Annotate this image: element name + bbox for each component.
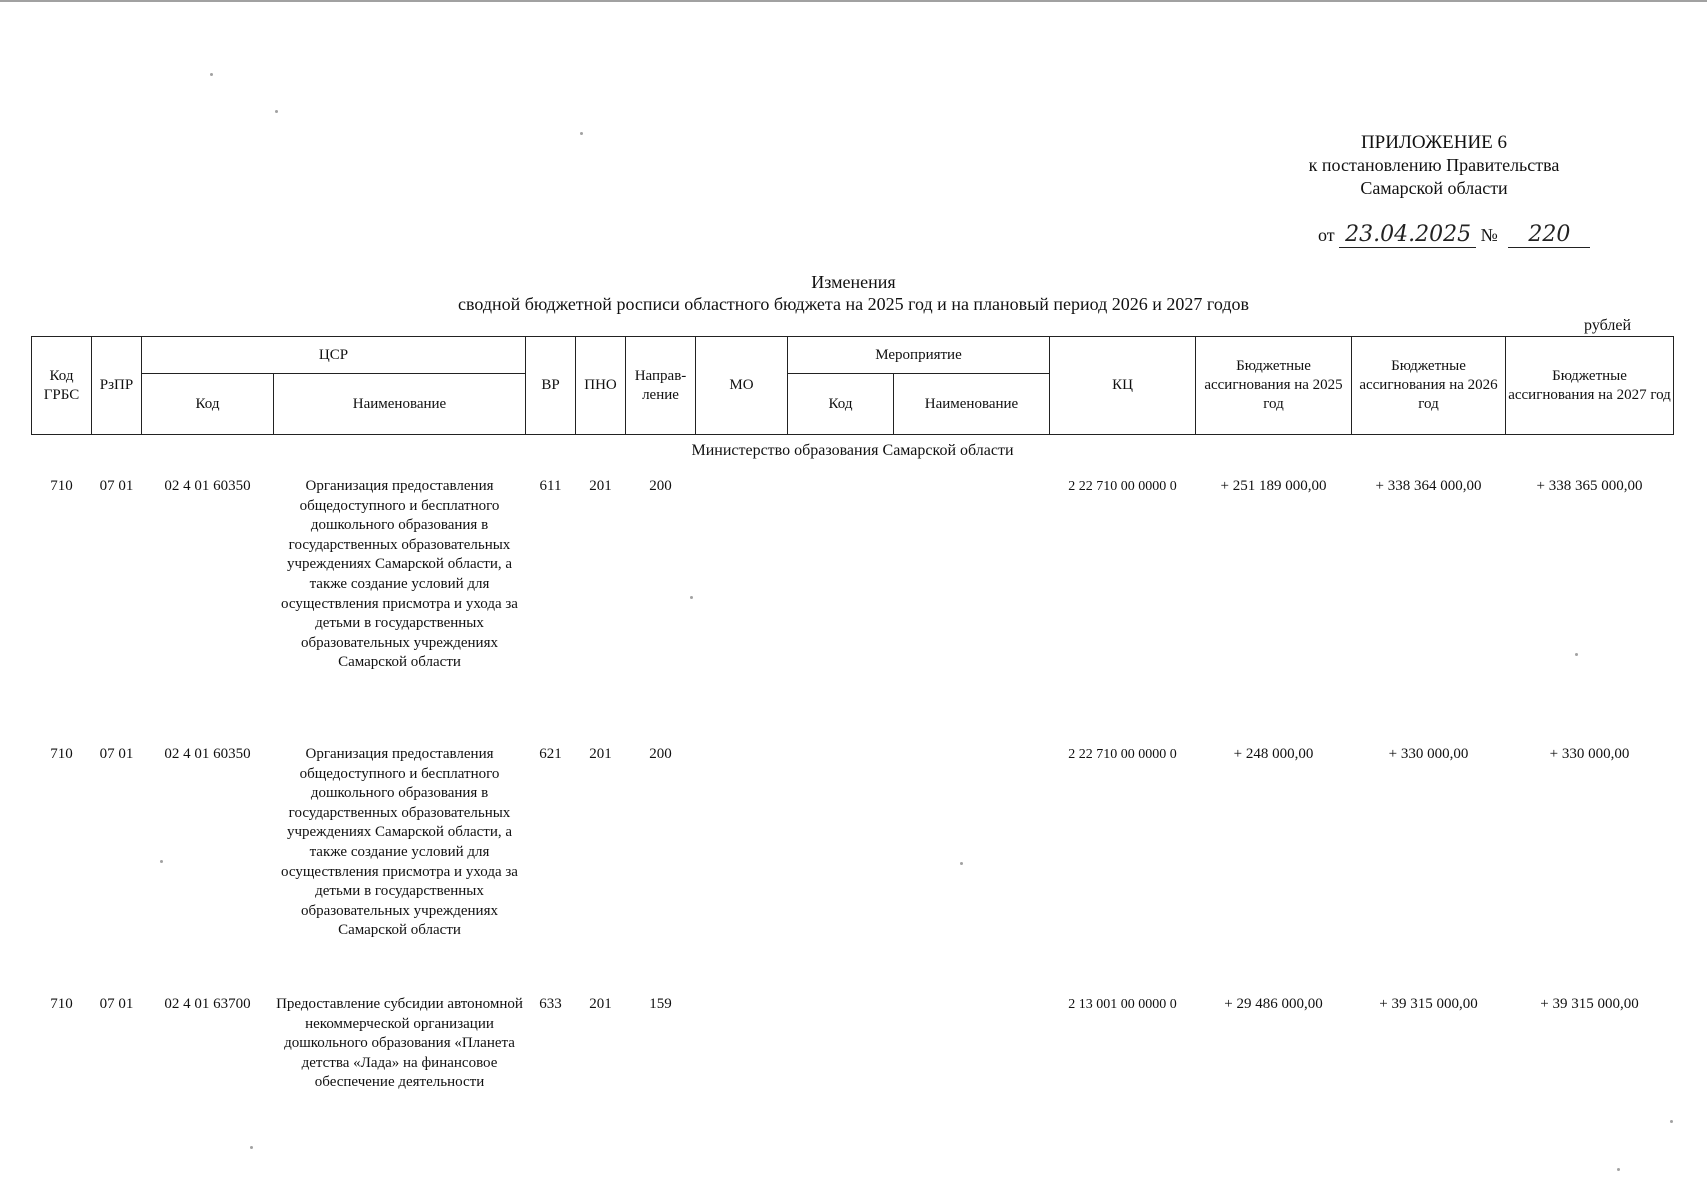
- cell-mo: [696, 739, 788, 989]
- cell-kc: 2 13 001 00 0000 0: [1068, 997, 1177, 1012]
- cell-budget-2025: + 251 189 000,00: [1220, 478, 1327, 494]
- header-pno: ПНО: [576, 337, 626, 435]
- cell-rzpr: 07 01: [99, 996, 134, 1012]
- cell-pno: 201: [589, 478, 612, 494]
- scan-speck: [1575, 653, 1578, 656]
- table-row: [32, 739, 1674, 989]
- cell-csr-code: 02 4 01 60350: [164, 746, 251, 762]
- budget-table: [31, 336, 1674, 1093]
- cell-vr: 621: [539, 746, 562, 762]
- cell-direction: 200: [649, 478, 672, 494]
- handwritten-date: 23.04.2025: [1339, 222, 1476, 248]
- cell-budget-2025: + 248 000,00: [1233, 746, 1314, 762]
- cell-budget-2026: + 39 315 000,00: [1379, 996, 1478, 1012]
- scan-speck: [210, 73, 213, 76]
- cell-vr: 633: [539, 996, 562, 1012]
- cell-budget-2026: + 330 000,00: [1388, 746, 1469, 762]
- header-csr: ЦСР: [142, 337, 526, 374]
- header-vr: ВР: [526, 337, 576, 435]
- ministry-name: Министерство образования Самарской области: [691, 442, 1014, 459]
- cell-event-name: [894, 471, 1050, 739]
- currency-unit: рублей: [1584, 317, 1631, 334]
- cell-direction: 159: [649, 996, 672, 1012]
- scan-speck: [690, 596, 693, 599]
- date-prefix: от: [1318, 225, 1335, 245]
- header-kc: КЦ: [1050, 337, 1196, 435]
- header-event-code: Код: [788, 374, 894, 435]
- cell-mo: [696, 989, 788, 1093]
- appendix-block: [1274, 131, 1594, 200]
- cell-event-name: [894, 739, 1050, 989]
- scan-speck: [580, 132, 583, 135]
- cell-grbs: 710: [50, 996, 73, 1012]
- cell-csr-name: Предоставление субсидии автономной некоммерческой организации дошкольного образования «Планета детства «Лада» на финансовое обеспечение деятельности: [276, 996, 523, 1091]
- number-prefix: №: [1480, 225, 1498, 245]
- table-row: [32, 989, 1674, 1093]
- cell-kc: 2 22 710 00 0000 0: [1068, 747, 1177, 762]
- scan-edge-line: [0, 0, 1707, 2]
- scan-speck: [275, 110, 278, 113]
- scan-speck: [1617, 1168, 1620, 1171]
- header-grbs: Код ГРБС: [32, 337, 92, 435]
- cell-event-code: [788, 471, 894, 739]
- header-event: Мероприятие: [788, 337, 1050, 374]
- header-rzpr: РзПР: [92, 337, 142, 435]
- cell-event-code: [788, 989, 894, 1093]
- cell-event-code: [788, 739, 894, 989]
- header-direction: Направ-ление: [626, 337, 696, 435]
- header-mo: МО: [696, 337, 788, 435]
- scan-speck: [960, 862, 963, 865]
- cell-pno: 201: [589, 996, 612, 1012]
- header-csr-code: Код: [142, 374, 274, 435]
- appendix-title: ПРИЛОЖЕНИЕ 6: [1360, 132, 1508, 153]
- cell-grbs: 710: [50, 478, 73, 494]
- cell-grbs: 710: [50, 746, 73, 762]
- header-event-name: Наименование: [894, 374, 1050, 435]
- cell-event-name: [894, 989, 1050, 1093]
- cell-csr-name: Организация предоставления общедоступного и бесплатного дошкольного образования в государственных образовательных учреждениях Самарской области, а также создание условий для осуществления присмотра и ухода за детьми в государственных образовательных учреждениях Самарской области: [281, 478, 518, 671]
- header-budget-2027: Бюджетные ассигнования на 2027 год: [1506, 337, 1674, 435]
- scan-speck: [1670, 1120, 1673, 1123]
- cell-budget-2027: + 39 315 000,00: [1540, 996, 1639, 1012]
- cell-budget-2026: + 338 364 000,00: [1375, 478, 1482, 494]
- title-line-2: сводной бюджетной росписи областного бюджета на 2025 год и на плановый период 2026 и 2027 годов: [458, 294, 1249, 314]
- scan-speck: [250, 1146, 253, 1149]
- handwritten-number: 220: [1508, 222, 1590, 248]
- cell-budget-2027: + 330 000,00: [1549, 746, 1630, 762]
- appendix-line-2: к постановлению Правительства: [1308, 155, 1560, 175]
- appendix-line-3: Самарской области: [1360, 178, 1508, 198]
- cell-pno: 201: [589, 746, 612, 762]
- cell-rzpr: 07 01: [99, 746, 134, 762]
- header-csr-name: Наименование: [274, 374, 526, 435]
- cell-vr: 611: [539, 478, 562, 494]
- document-title: [0, 271, 1707, 315]
- header-budget-2025: Бюджетные ассигнования на 2025 год: [1196, 337, 1352, 435]
- cell-budget-2025: + 29 486 000,00: [1224, 996, 1323, 1012]
- cell-budget-2027: + 338 365 000,00: [1536, 478, 1643, 494]
- cell-rzpr: 07 01: [99, 478, 134, 494]
- header-budget-2026: Бюджетные ассигнования на 2026 год: [1352, 337, 1506, 435]
- cell-csr-name: Организация предоставления общедоступного и бесплатного дошкольного образования в государственных образовательных учреждениях Самарской области, а также создание условий для осуществления присмотра и ухода за детьми в государственных образовательных учреждениях Самарской области: [281, 746, 518, 939]
- cell-direction: 200: [649, 746, 672, 762]
- scan-speck: [160, 860, 163, 863]
- table-row: [32, 471, 1674, 739]
- resolution-date-number: [1318, 222, 1590, 248]
- cell-csr-code: 02 4 01 60350: [164, 478, 251, 494]
- cell-mo: [696, 471, 788, 739]
- title-line-1: Изменения: [811, 272, 896, 292]
- cell-csr-code: 02 4 01 63700: [164, 996, 251, 1012]
- cell-kc: 2 22 710 00 0000 0: [1068, 479, 1177, 494]
